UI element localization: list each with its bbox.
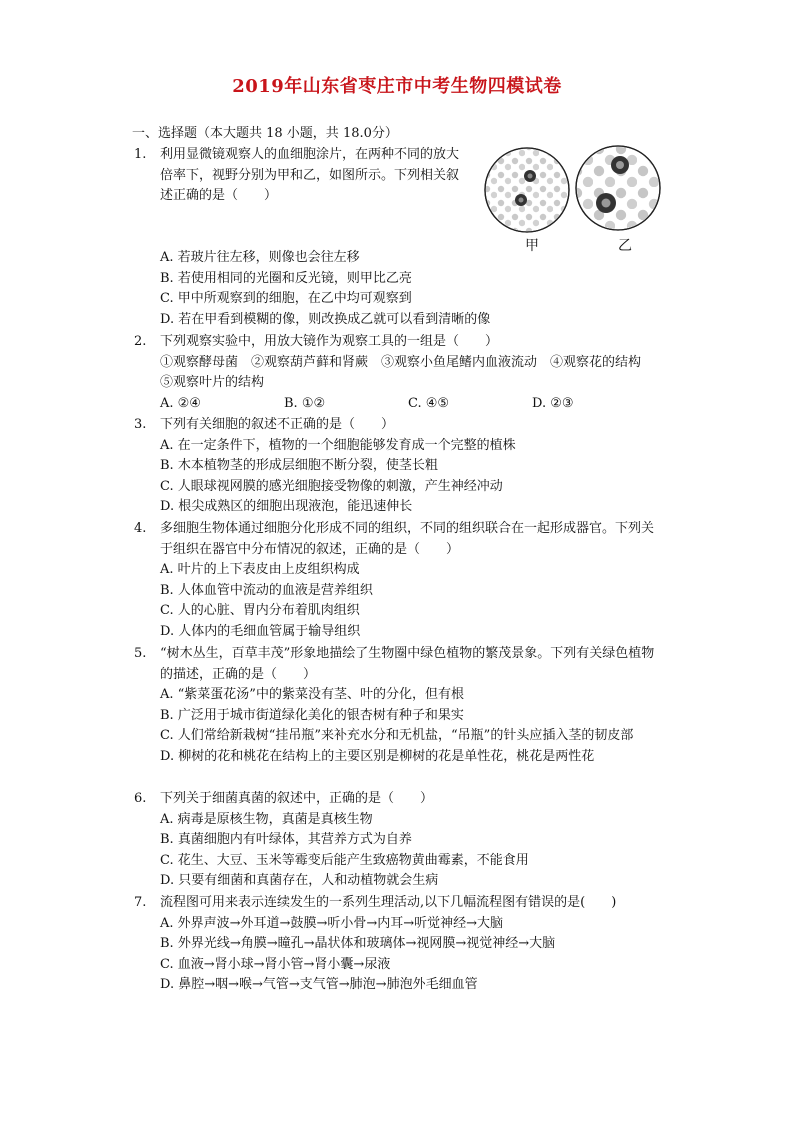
microscope-figure <box>483 143 663 253</box>
field-a <box>483 143 573 238</box>
question-number: 1. <box>134 147 147 162</box>
option-c: C. 血液→肾小球→肾小管→肾小囊→尿液 <box>160 956 391 972</box>
option-b: B. 外界光线→角膜→瞳孔→晶状体和玻璃体→视网膜→视觉神经→大脑 <box>160 936 556 951</box>
question-stem: 下列关于细菌真菌的叙述中，正确的是（ ） <box>160 791 434 806</box>
question-number: 4. <box>134 521 147 536</box>
option-c: C. 人眼球视网膜的感光细胞接受物像的刺激，产生神经冲动 <box>160 478 503 494</box>
option-c: C. ④⑤ <box>408 395 450 411</box>
field-b <box>573 143 663 238</box>
option-c: C. 花生、大豆、玉米等霉变后能产生致癌物黄曲霉素，不能食用 <box>160 852 529 868</box>
option-a: A. ②④ <box>160 395 201 411</box>
option-a: A. 叶片的上下表皮由上皮组织构成 <box>160 562 360 577</box>
question-stem: 流程图可用来表示连续发生的一系列生理活动,以下几幅流程图有错误的是( ) <box>160 895 617 910</box>
option-d: D. 只要有细菌和真菌存在，人和动植物就会生病 <box>160 873 439 888</box>
figure-label-a: 甲 <box>525 238 539 254</box>
option-b: B. 若使用相同的光圈和反光镜，则甲比乙亮 <box>160 270 412 286</box>
option-a: A. “紫菜蛋花汤”中的紫菜没有茎、叶的分化，但有根 <box>160 687 464 702</box>
option-b: B. 木本植物茎的形成层细胞不断分裂，使茎长粗 <box>160 458 438 473</box>
option-row <box>160 394 666 415</box>
option-a: A. 外界声波→外耳道→鼓膜→听小骨→内耳→听觉神经→大脑 <box>160 915 504 931</box>
option-d: D. 人体内的毛细血管属于输导组织 <box>160 623 361 639</box>
question-stem: 多细胞生物体通过细胞分化形成不同的组织，不同的组织联合在一起形成器官。下列关于组织在器官中分布情况的叙述，正确的是（ ） <box>160 521 655 557</box>
option-c: C. 人的心脏、胃内分布着肌肉组织 <box>160 603 360 618</box>
question-number: 2. <box>134 334 147 349</box>
question-stem: 下列有关细胞的叙述不正确的是（ ） <box>160 417 395 432</box>
question-number: 7. <box>134 895 147 910</box>
page-title: 2019年山东省枣庄市中考生物四模试卷 <box>232 76 562 97</box>
section-heading: 一、选择题（本大题共 18 小题，共 18.0分） <box>132 126 398 141</box>
question-number: 6. <box>134 791 147 806</box>
question-stem: 利用显微镜观察人的血细胞涂片，在两种不同的放大倍率下，视野分别为甲和乙，如图所示。下列相关叙述正确的是（ ） <box>160 147 460 203</box>
option-d: D. ②③ <box>532 395 574 411</box>
option-b: B. ①② <box>284 395 326 411</box>
question-substem: ①观察酵母菌 ②观察葫芦藓和肾蕨 ③观察小鱼尾鳍内血液流动 ④观察花的结构 ⑤观察叶片的结构 <box>160 354 668 390</box>
question-number: 5. <box>134 646 147 661</box>
option-a: A. 病毒是原核生物，真菌是真核生物 <box>160 811 373 827</box>
question-stem: “树木丛生，百草丰茂”形象地描绘了生物圈中绿色植物的繁茂景象。下列有关绿色植物的描述，正确的是（ ） <box>160 646 655 682</box>
option-b: B. 真菌细胞内有叶绿体，其营养方式为自养 <box>160 832 412 847</box>
option-b: B. 人体血管中流动的血液是营养组织 <box>160 582 373 598</box>
option-b: B. 广泛用于城市街道绿化美化的银杏树有种子和果实 <box>160 707 464 723</box>
question-stem: 下列观察实验中，用放大镜作为观察工具的一组是（ ） <box>160 334 499 349</box>
option-d: D. 若在甲看到模糊的像，则改换成乙就可以看到清晰的像 <box>160 311 491 327</box>
option-c: C. 甲中所观察到的细胞，在乙中均可观察到 <box>160 291 412 306</box>
option-c: C. 人们常给新栽树“挂吊瓶”来补充水分和无机盐，“吊瓶”的针头应插入茎的韧皮部 <box>160 728 634 743</box>
figure-label-b: 乙 <box>618 238 632 254</box>
option-a: A. 若玻片往左移，则像也会往左移 <box>160 250 360 265</box>
question-number: 3. <box>134 417 147 432</box>
option-a: A. 在一定条件下，植物的一个细胞能够发育成一个完整的植株 <box>160 437 516 453</box>
option-d: D. 鼻腔→咽→喉→气管→支气管→肺泡→肺泡外毛细血管 <box>160 977 478 992</box>
option-d: D. 根尖成熟区的细胞出现液泡，能迅速伸长 <box>160 499 413 514</box>
option-d: D. 柳树的花和桃花在结构上的主要区别是柳树的花是单性花，桃花是两性花 <box>160 748 595 764</box>
